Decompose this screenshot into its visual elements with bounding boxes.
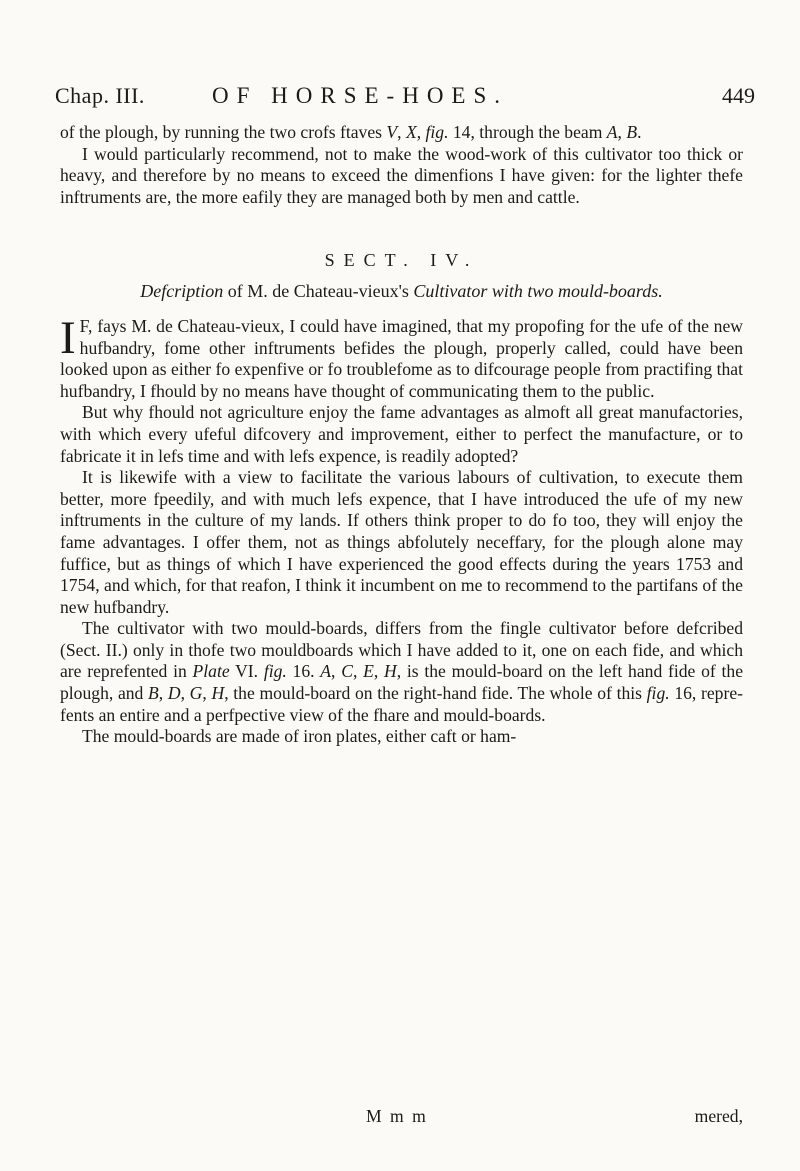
page-footer xyxy=(60,1106,743,1128)
paragraph-6: The cultivator with two mould-boards, differs from the fingle cultivator before defcribed (Sect. II.) only in thofe two mouldboards which I have added to it, one on each fide, and which are reprefented in Plate VI. fig. 16. A, C, E, H, is the mould-board on the left hand fide of the plough, and B, D, G, H, the mould-board on the right-hand fide. The whole of this fig. 16, reprefents an entire and a perfpective view of the fhare and mould-boards. xyxy=(60,618,743,725)
paragraph-3: I F, fays M. de Chateau-vieux, I could have imagined, that my propofing for the ufe of the new hufbandry, fome other inftruments befides the plough, properly called, could have been looked upon as either fo expenfive or fo troublefome as to difcourage people from practifing that hufbandry, I fhould by no means have thought of communicating them to the public. xyxy=(60,311,743,401)
drop-cap: I xyxy=(60,311,76,364)
chapter-label: Chap. III. xyxy=(55,83,145,108)
body-text xyxy=(60,122,743,748)
paragraph-1: of the plough, by running the two crofs ftaves V, X, fig. 14, through the beam A, B. xyxy=(60,122,642,142)
catchword: mered, xyxy=(694,1106,743,1126)
paragraph-7: The mould-boards are made of iron plates, either caft or ham- xyxy=(82,726,517,747)
page-number: 449 xyxy=(722,83,755,108)
signature-mark: M m m xyxy=(366,1106,428,1126)
running-title: OF HORSE-HOES. xyxy=(212,83,509,108)
running-header xyxy=(55,83,755,123)
paragraph-5: It is likewife with a view to facilitate the various labours of cultivation, to execute them better, more fpeedily, and with much lefs expence, that I have introduced the ufe of my new inftruments in the culture of my lands. If others think proper to do fo too, they will enjoy the fame advantages. I offer them, not as things abfolutely neceffary, for the plough alone may fuffice, but as things of which I have experienced the good effects during the years 1753 and 1754, and which, for that reafon, I think it incumbent on me to recommend to the partifans of the new hufbandry. xyxy=(60,467,743,617)
section-subtitle: Defcription of M. de Chateau-vieux's Cultivator with two mould-boards. xyxy=(140,280,663,301)
paragraph-4: But why fhould not agriculture enjoy the fame advantages as almoft all great manufactories, with which every ufeful difcovery and improvement, either to perfect the manufacture, or to fabricate it in lefs time and with lefs expence, is readily adopted? xyxy=(60,402,743,466)
paragraph-2: I would particularly recommend, not to make the wood-work of this cultivator too thick or heavy, and therefore by no means to exceed the dimenfions I have given: for the lighter thefe inftruments are, the more eafily they are managed both by men and cattle. xyxy=(60,143,743,207)
section-heading: SECT. IV. xyxy=(324,250,479,271)
